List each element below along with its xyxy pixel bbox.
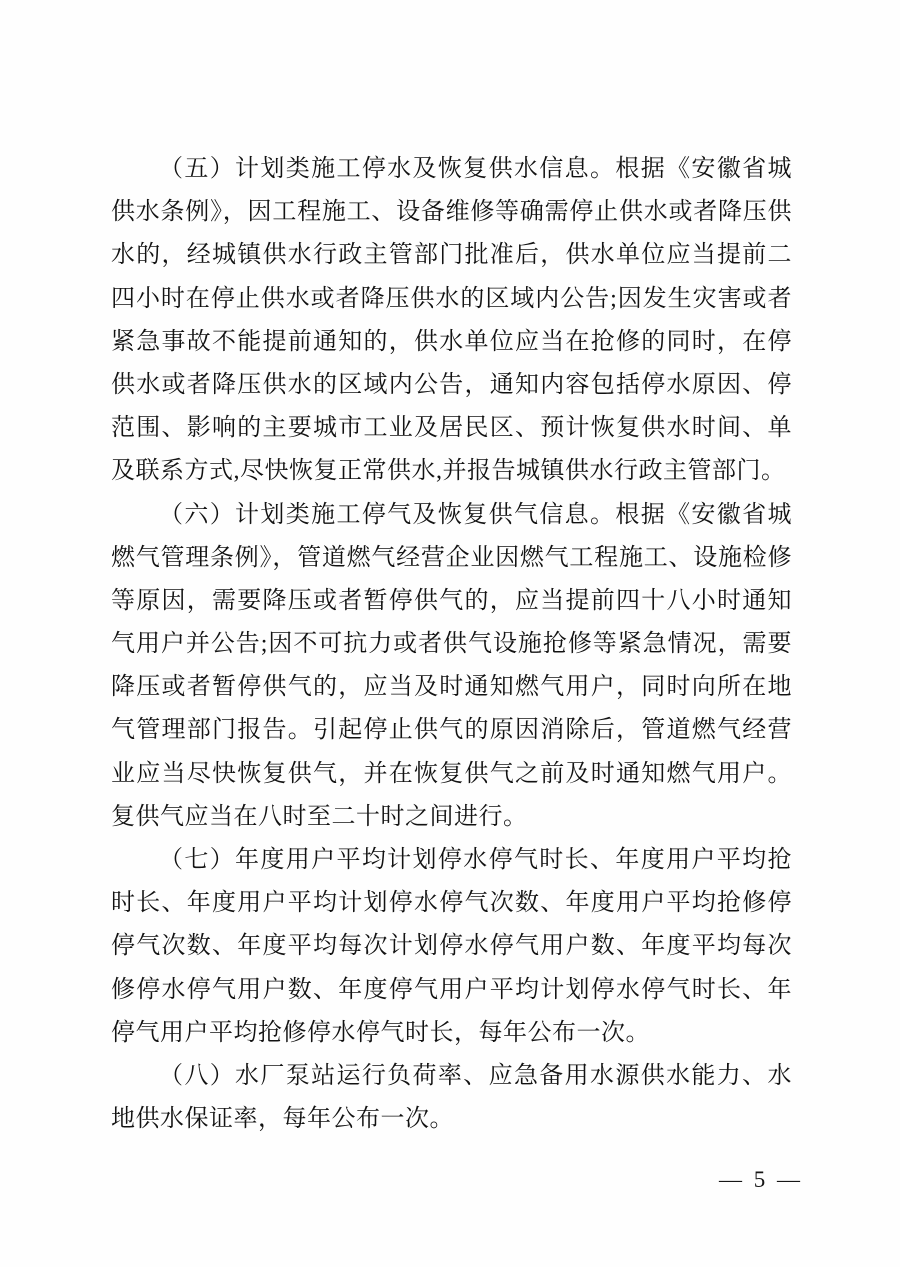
paragraph-item-6	[111, 494, 792, 840]
paragraph-item-8	[111, 1055, 792, 1141]
document-line: 供水或者降压供水的区域内公告，通知内容包括停水原因、停	[111, 371, 792, 398]
document-line: 复供气应当在八时至二十时之间进行。	[111, 803, 528, 830]
document-line: 气用户并公告;因不可抗力或者供气设施抢修等紧急情况，需要	[111, 631, 792, 658]
document-line: 范围、影响的主要城市工业及居民区、预计恢复供水时间、单	[111, 415, 792, 442]
document-line: 燃气管理条例》，管道燃气经营企业因燃气工程施工、设施检修	[111, 544, 792, 571]
document-line: 供水条例》，因工程施工、设备维修等确需停止供水或者降压供	[111, 199, 792, 226]
document-line: （五）计划类施工停水及恢复供水信息。根据《安徽省城	[159, 156, 792, 182]
document-line: 地供水保证率，每年公布一次。	[111, 1106, 454, 1133]
document-line: 时长、年度用户平均计划停水停气次数、年度用户平均抢修停	[111, 890, 792, 917]
document-line: 水的，经城镇供水行政主管部门批准后，供水单位应当提前二	[111, 242, 792, 269]
document-line: 停气次数、年度平均每次计划停水停气用户数、年度平均每次	[111, 933, 792, 960]
paragraph-item-7	[111, 839, 792, 1055]
document-line: （六）计划类施工停气及恢复供气信息。根据《安徽省城	[159, 501, 792, 528]
document-line: 停气用户平均抢修停水停气时长，每年公布一次。	[111, 1019, 650, 1046]
document-line: 紧急事故不能提前通知的，供水单位应当在抢修的同时，在停	[111, 328, 792, 355]
document-line: 等原因，需要降压或者暂停供气的，应当提前四十八小时通知	[111, 587, 792, 614]
page-number: — 5 —	[719, 1167, 803, 1192]
document-line: （七）年度用户平均计划停水停气时长、年度用户平均抢	[159, 847, 792, 873]
document-line: 修停水停气用户数、年度停气用户平均计划停水停气时长、年	[111, 976, 792, 1003]
document-line: 降压或者暂停供气的，应当及时通知燃气用户，同时向所在地	[111, 674, 792, 701]
document-line: 业应当尽快恢复供气，并在恢复供气之前及时通知燃气用户。	[111, 760, 792, 787]
document-line: 四小时在停止供水或者降压供水的区域内公告;因发生灾害或者	[111, 285, 792, 312]
document-line: 及联系方式,尽快恢复正常供水,并报告城镇供水行政主管部门。	[111, 458, 786, 485]
document-line: （八）水厂泵站运行负荷率、应急备用水源供水能力、水	[159, 1062, 792, 1089]
document-line: 气管理部门报告。引起停止供气的原因消除后，管道燃气经营	[111, 717, 792, 744]
document-body	[111, 148, 792, 1141]
paragraph-item-5	[111, 148, 792, 494]
